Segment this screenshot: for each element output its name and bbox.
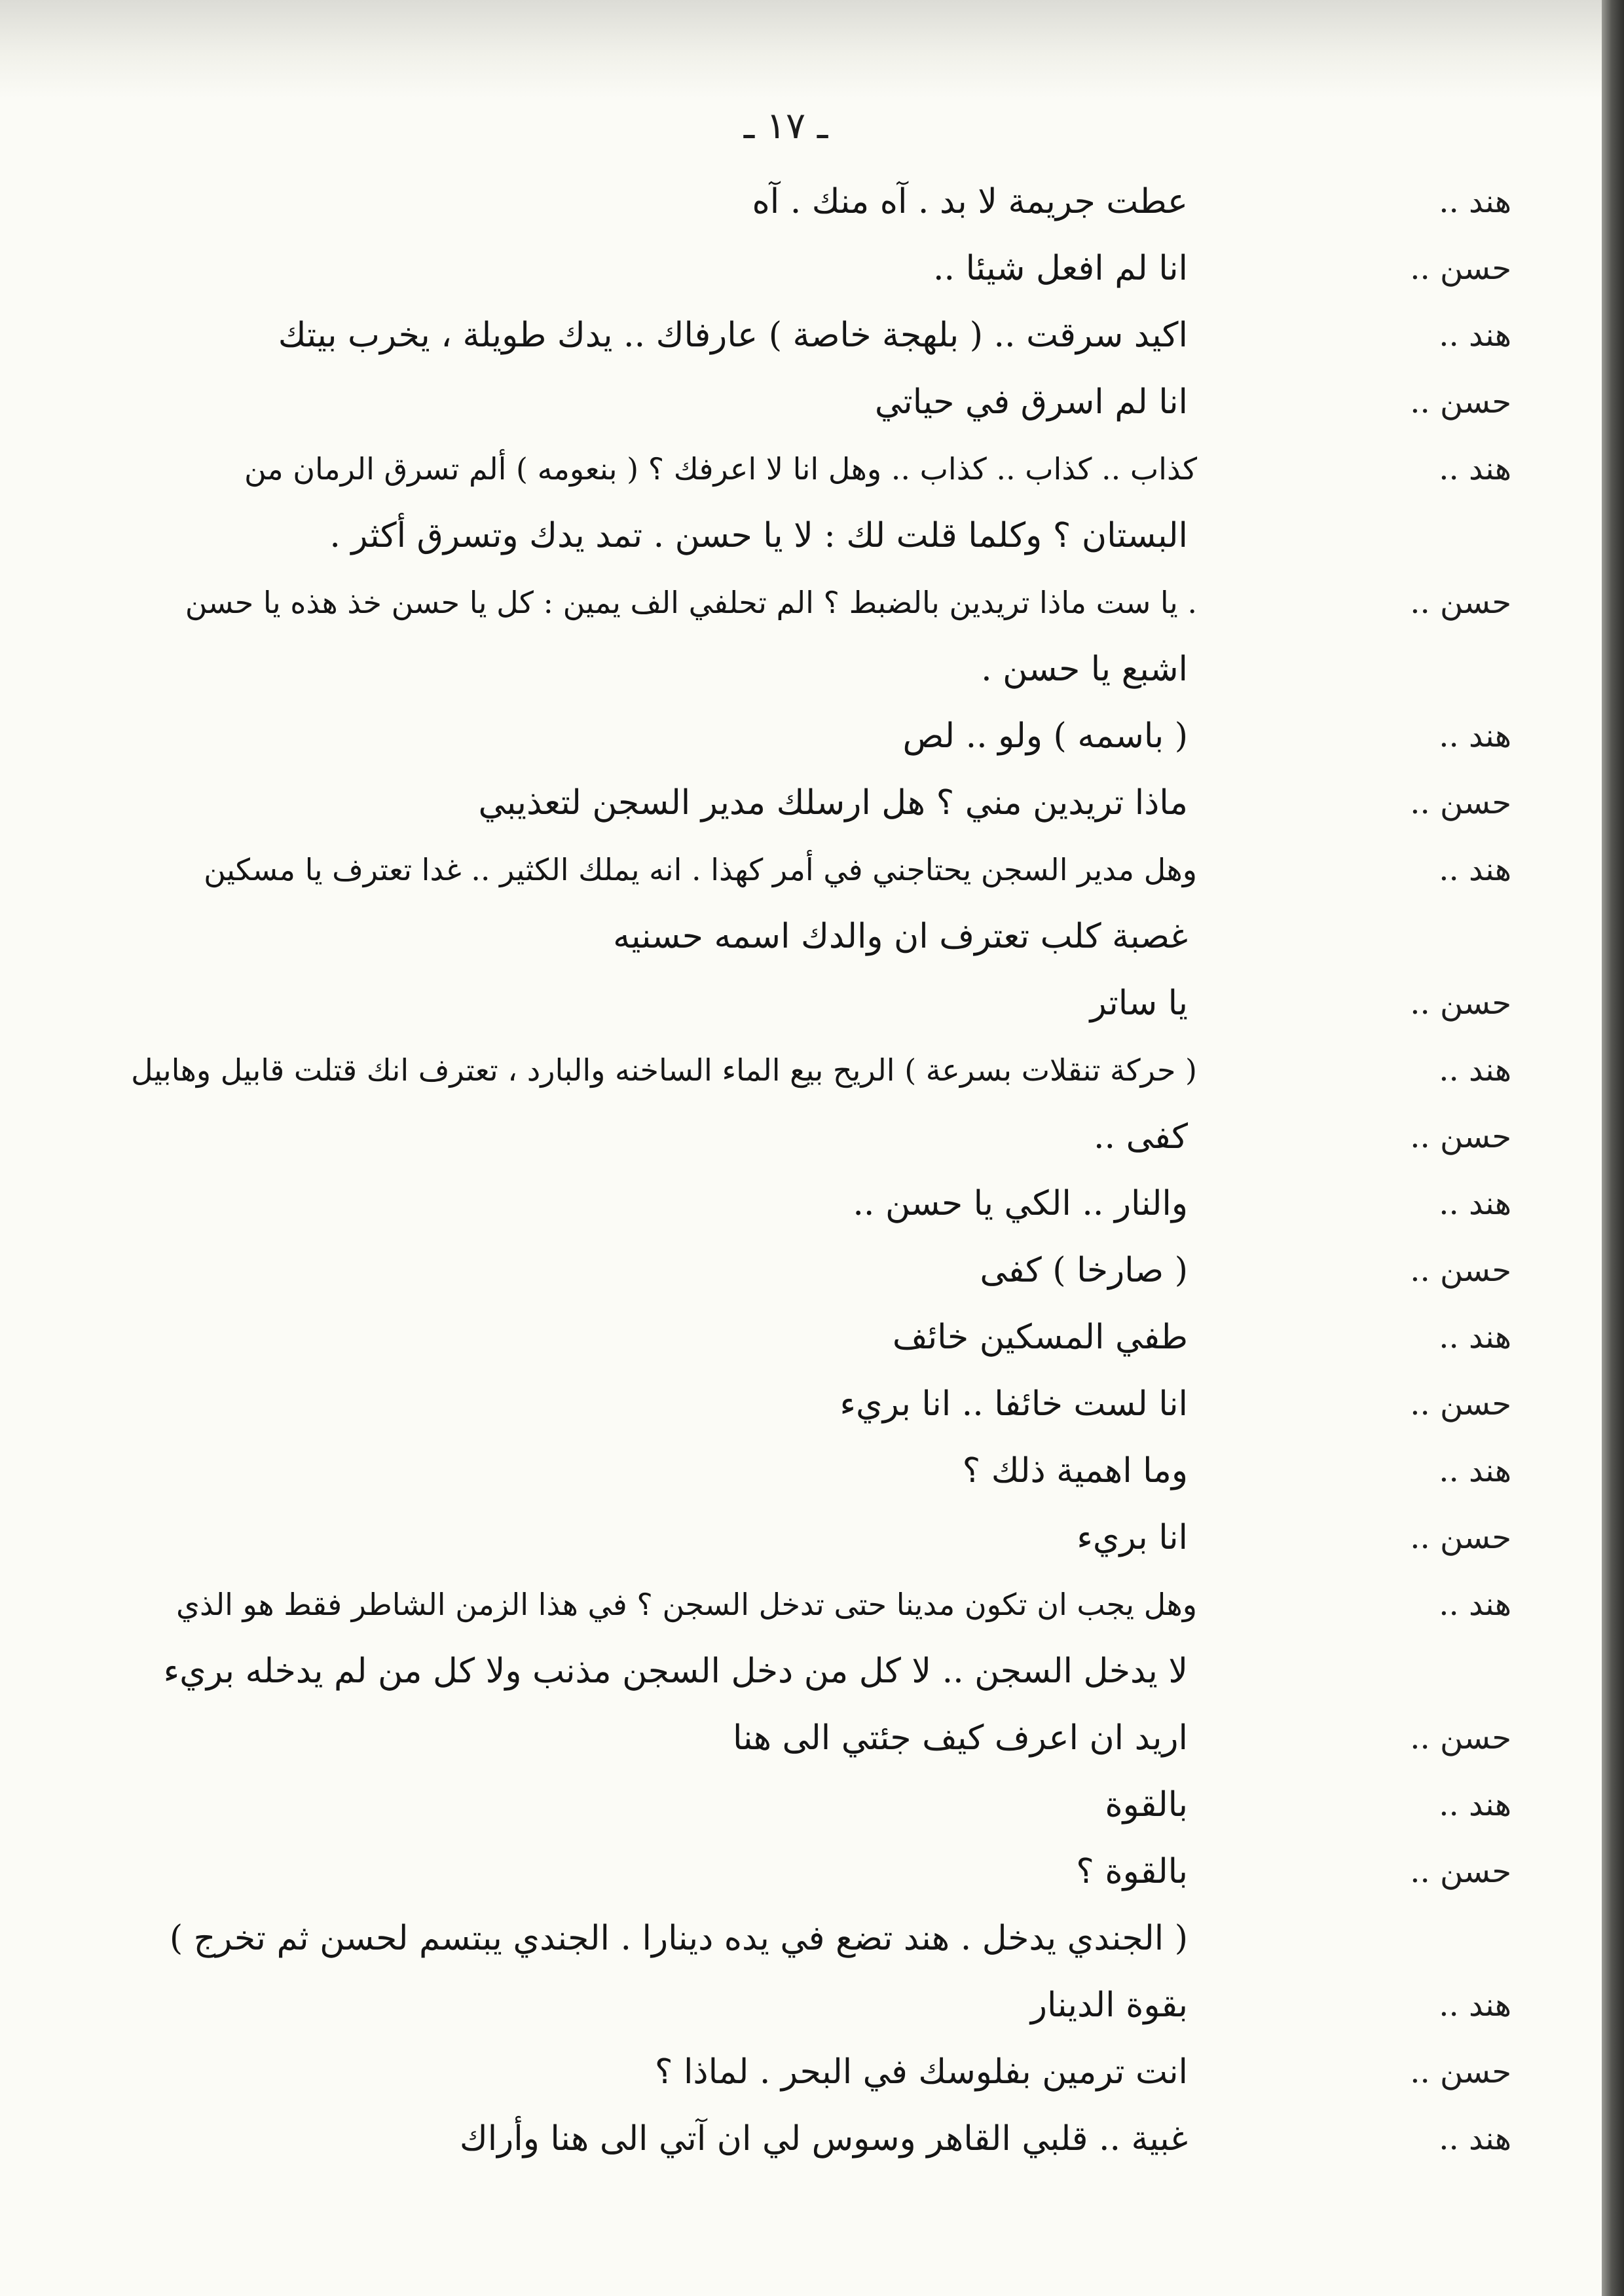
dialogue-line xyxy=(0,1972,1602,2038)
speaker-name: هند .. xyxy=(1439,317,1511,354)
dialogue-text: بقوة الدينار xyxy=(1030,1986,1188,2025)
dialogue-text: والنار .. الكي يا حسن .. xyxy=(853,1184,1188,1223)
dialogue-text: ( باسمه ) ولو .. لص xyxy=(902,716,1188,756)
dialogue-text: انا بريء xyxy=(1077,1518,1188,1557)
speaker-name: هند .. xyxy=(1439,451,1511,487)
dialogue-line xyxy=(0,1037,1602,1103)
dialogue-line xyxy=(0,369,1602,435)
speaker-name: حسن .. xyxy=(1410,785,1511,821)
dialogue-line xyxy=(0,1839,1602,1904)
speaker-name: هند .. xyxy=(1439,1319,1511,1356)
dialogue-text: اشبع يا حسن . xyxy=(981,650,1188,689)
dialogue-line xyxy=(0,770,1602,836)
speaker-name: حسن .. xyxy=(1410,1720,1511,1756)
speaker-name: حسن .. xyxy=(1410,250,1511,287)
dialogue-line xyxy=(0,703,1602,769)
dialogue-text: لا يدخل السجن .. لا كل من دخل السجن مذنب ولا كل من لم يدخله بريء xyxy=(163,1652,1188,1691)
dialogue-text: انت ترمين بفلوسك في البحر . لماذا ؟ xyxy=(654,2052,1188,2092)
dialogue-line xyxy=(0,1705,1602,1771)
dialogue-text: كفى .. xyxy=(1094,1117,1188,1157)
dialogue-text: انا لست خائفا .. انا بريء xyxy=(840,1384,1188,1424)
dialogue-line xyxy=(0,1305,1602,1370)
dialogue-line xyxy=(0,169,1602,234)
dialogue-text: وهل مدير السجن يحتاجني في أمر كهذا . انه يملك الكثير .. غدا تعترف يا مسكين xyxy=(204,852,1197,887)
speaker-name: هند .. xyxy=(1439,1787,1511,1823)
page-number: ـ ١٧ ـ xyxy=(743,105,828,147)
speaker-name: هند .. xyxy=(1439,183,1511,220)
speaker-name: هند .. xyxy=(1439,851,1511,888)
dialogue-continuation-line xyxy=(0,904,1602,969)
dialogue-line xyxy=(0,1572,1602,1637)
dialogue-text: بالقوة ؟ xyxy=(1076,1852,1188,1891)
speaker-name: حسن .. xyxy=(1410,1119,1511,1155)
dialogue-line xyxy=(0,1238,1602,1303)
dialogue-line xyxy=(0,2039,1602,2105)
dialogue-text: بالقوة xyxy=(1105,1785,1188,1824)
dialogue-text: عطت جريمة لا بد . آه منك . آه xyxy=(752,182,1188,221)
dialogue-text: غبية .. قلبي القاهر وسوس لي ان آتي الى هنا وأراك xyxy=(459,2119,1188,2158)
speaker-name: هند .. xyxy=(1439,1052,1511,1088)
speaker-name: حسن .. xyxy=(1410,985,1511,1022)
scan-binding-edge xyxy=(1602,0,1624,2296)
stage-direction-line xyxy=(0,1906,1602,1971)
dialogue-text: اريد ان اعرف كيف جئتي الى هنا xyxy=(733,1718,1188,1758)
speaker-name: حسن .. xyxy=(1410,384,1511,420)
dialogue-text: اكيد سرقت .. ( بلهجة خاصة ) عارفاك .. يدك طويلة ، يخرب بيتك xyxy=(278,316,1188,355)
page-top-shadow xyxy=(0,0,1602,98)
speaker-name: حسن .. xyxy=(1410,1519,1511,1556)
dialogue-text: غصبة كلب تعترف ان والدك اسمه حسنيه xyxy=(613,917,1188,956)
dialogue-continuation-line xyxy=(0,1639,1602,1704)
dialogue-line xyxy=(0,303,1602,368)
dialogue-text: طفي المسكين خائف xyxy=(892,1318,1188,1357)
speaker-name: هند .. xyxy=(1439,1586,1511,1623)
dialogue-text: انا لم اسرق في حياتي xyxy=(874,382,1188,422)
speaker-name: حسن .. xyxy=(1410,1252,1511,1289)
dialogue-line xyxy=(0,1371,1602,1437)
speaker-name: هند .. xyxy=(1439,2120,1511,2157)
dialogue-text: انا لم افعل شيئا .. xyxy=(933,249,1188,288)
speaker-name: هند .. xyxy=(1439,718,1511,754)
dialogue-line xyxy=(0,971,1602,1036)
dialogue-line xyxy=(0,1104,1602,1170)
dialogue-text: . يا ست ماذا تريدين بالضبط ؟ الم تحلفي الف يمين : كل يا حسن خذ هذه يا حسن xyxy=(185,585,1197,620)
dialogue-text: ( حركة تنقلات بسرعة ) الريح بيع الماء الساخنه والبارد ، تعترف انك قتلت قابيل وهابيل xyxy=(131,1052,1197,1088)
dialogue-continuation-line xyxy=(0,503,1602,568)
speaker-name: حسن .. xyxy=(1410,2054,1511,2090)
speaker-name: حسن .. xyxy=(1410,1853,1511,1890)
dialogue-text: وهل يجب ان تكون مدينا حتى تدخل السجن ؟ في هذا الزمن الشاطر فقط هو الذي xyxy=(175,1587,1197,1622)
dialogue-line xyxy=(0,1438,1602,1504)
dialogue-text: يا ساتر xyxy=(1090,984,1188,1023)
speaker-name: حسن .. xyxy=(1410,1386,1511,1422)
dialogue-line xyxy=(0,1772,1602,1838)
dialogue-line xyxy=(0,436,1602,502)
stage-direction-text: ( الجندي يدخل . هند تضع في يده دينارا . الجندي يبتسم لحسن ثم تخرج ) xyxy=(169,1919,1188,1958)
speaker-name: هند .. xyxy=(1439,1453,1511,1489)
dialogue-text: كذاب .. كذاب .. كذاب .. وهل انا لا اعرفك ؟ ( بنعومه ) ألم تسرق الرمان من xyxy=(244,451,1197,487)
dialogue-line xyxy=(0,236,1602,301)
dialogue-line xyxy=(0,837,1602,902)
speaker-name: هند .. xyxy=(1439,1185,1511,1222)
dialogue-text: ( صارخا ) كفى xyxy=(980,1251,1188,1290)
dialogue-text: وما اهمية ذلك ؟ xyxy=(962,1451,1188,1491)
dialogue-continuation-line xyxy=(0,637,1602,702)
dialogue-line xyxy=(0,1505,1602,1570)
dialogue-text: ماذا تريدين مني ؟ هل ارسلك مدير السجن لتعذيبي xyxy=(478,783,1188,823)
dialogue-text: البستان ؟ وكلما قلت لك : لا يا حسن . تمد يدك وتسرق أكثر . xyxy=(329,516,1188,555)
speaker-name: حسن .. xyxy=(1410,584,1511,621)
dialogue-line xyxy=(0,570,1602,635)
dialogue-line xyxy=(0,1171,1602,1236)
dialogue-line xyxy=(0,2106,1602,2172)
speaker-name: هند .. xyxy=(1439,1987,1511,2024)
